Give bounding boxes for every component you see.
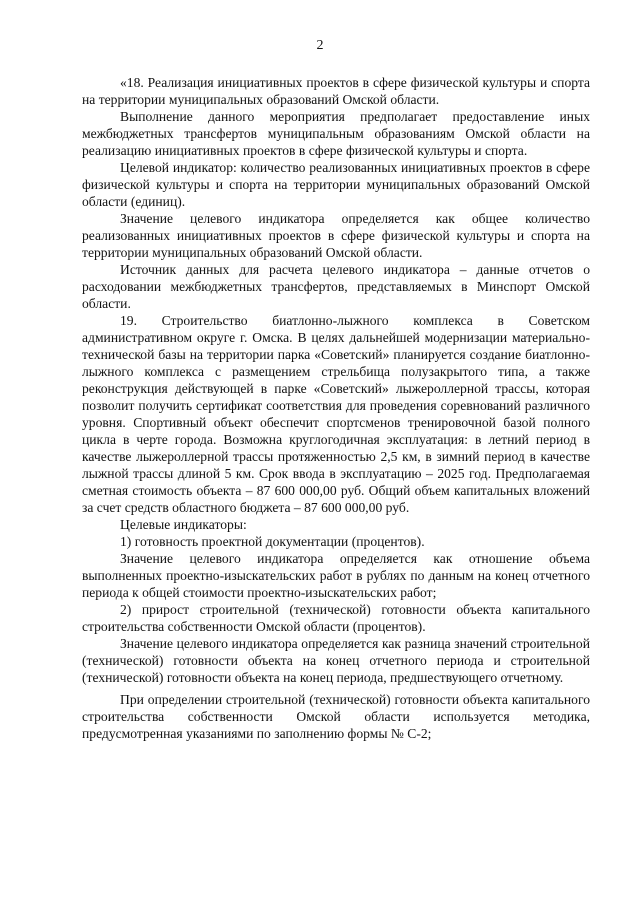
page-number: 2: [316, 38, 324, 53]
paragraph-methodology: При определении строительной (технической) готовности объекта капитального строительства собственности Омской области используется методика, предусмотренная указаниями по заполнению формы № С-2;: [82, 692, 590, 741]
paragraph-item-18-indicator-value: Значение целевого индикатора определяется как общее количество реализованных инициативных проектов в сфере физической культуры и спорта на территории муниципальных образований Омской области.: [82, 211, 590, 260]
paragraph-item-18-data-source: Источник данных для расчета целевого индикатора – данные отчетов о расходовании межбюджетных трансфертов, представляемых в Минспорт Омской области.: [82, 262, 590, 311]
document-body: [82, 74, 590, 742]
paragraph-indicator-2-value: Значение целевого индикатора определяется как разница значений строительной (технической) готовности объекта на конец отчетного периода и строительной (технической) готовности объекта на конец периода, предшествующего отчетному.: [82, 636, 590, 685]
paragraph-indicators-heading: Целевые индикаторы:: [120, 517, 247, 532]
paragraph-indicator-2: 2) прирост строительной (технической) готовности объекта капитального строительства собственности Омской области (процентов).: [82, 602, 590, 634]
paragraph-item-18-indicator: Целевой индикатор: количество реализованных инициативных проектов в сфере физической культуры и спорта на территории муниципальных образований Омской области (единиц).: [82, 160, 590, 209]
paragraph-indicator-1-value: Значение целевого индикатора определяется как отношение объема выполненных проектно-изыскательских работ в рублях по данным на конец отчетного периода к общей стоимости проектно-изыскательских работ;: [82, 551, 590, 600]
paragraph-item-19: 19. Строительство биатлонно-лыжного комплекса в Советском административном округе г. Омска. В целях дальнейшей модернизации материально-технической базы на территории парка «Советский» планируется создание биатлонно-лыжного комплекса с размещением стрельбища полузакрытого типа, а также реконструкция действующей в парке «Советский» лыжероллерной трассы, которая позволит получить сертификат соответствия для проведения соревнований различного уровня. Спортивный объект обеспечит спортсменов тренировочной базой полного цикла в черте города. Возможна круглогодичная эксплуатация: в летний период в качестве лыжероллерной трассы протяженностью 2,5 км, в зимний период в качестве лыжной трассы длиной 5 км. Срок ввода в эксплуатацию – 2025 год. Предполагаемая сметная стоимость объекта – 87 600 000,00 руб. Общий объем капитальных вложений за счет средств областного бюджета – 87 600 000,00 руб.: [82, 313, 590, 515]
paragraph-item-18: «18. Реализация инициативных проектов в сфере физической культуры и спорта на территории муниципальных образований Омской области.: [82, 75, 590, 107]
paragraph-item-18-description: Выполнение данного мероприятия предполагает предоставление иных межбюджетных трансфертов муниципальным образованиям Омской области на реализацию инициативных проектов в сфере физической культуры и спорта.: [82, 109, 590, 158]
paragraph-indicator-1: 1) готовность проектной документации (процентов).: [120, 534, 425, 549]
